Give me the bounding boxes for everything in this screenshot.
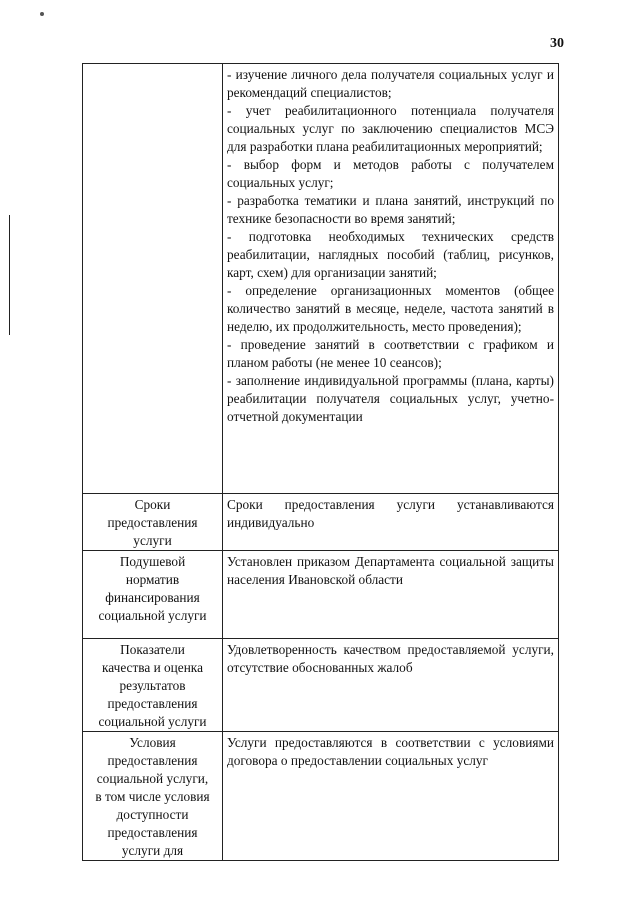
list-item: - определение организационных моментов (общее количество занятий в месяце, неделе, частота занятий в неделю, их продолжительность, место проведения);: [227, 283, 554, 334]
table-row: [83, 64, 559, 494]
table-row: [83, 551, 559, 639]
row-label-conditions: Условия предоставления социальной услуги, в том числе условия доступности предоставления услуги для: [83, 732, 223, 861]
table-row: [83, 732, 559, 861]
table-row: [83, 639, 559, 732]
row-value-quality-indicators: Удовлетворенность качеством предоставляемой услуги, отсутствие обоснованных жалоб: [223, 639, 559, 732]
row-label-quality-indicators: Показатели качества и оценка результатов предоставления социальной услуги: [83, 639, 223, 732]
row-label-terms: Сроки предоставления услуги: [83, 494, 223, 551]
list-item: - учет реабилитационного потенциала получателя социальных услуг по заключению специалистов МСЭ для разработки плана реабилитационных мероприятий;: [227, 103, 554, 154]
service-description-table: [82, 63, 559, 861]
list-item: - подготовка необходимых технических средств реабилитации, наглядных пособий (таблиц, рисунков, карт, схем) для организации занятий;: [227, 229, 554, 280]
row-value-terms: Сроки предоставления услуги устанавливаются индивидуально: [223, 494, 559, 551]
list-item: - проведение занятий в соответствии с графиком и планом работы (не менее 10 сеансов);: [227, 337, 554, 370]
list-item: - разработка тематики и плана занятий, инструкций по технике безопасности во время занятий;: [227, 193, 554, 226]
row-value-conditions: Услуги предоставляются в соответствии с условиями договора о предоставлении социальных услуг: [223, 732, 559, 861]
list-item: - заполнение индивидуальной программы (плана, карты) реабилитации получателя социальных услуг, учетно-отчетной документации: [227, 373, 554, 424]
row-label-funding-norm: Подушевой норматив финансирования социальной услуги: [83, 551, 223, 639]
scan-edge-line: [9, 215, 10, 335]
page-number: 30: [550, 36, 564, 51]
table-row: [83, 494, 559, 551]
list-item: - выбор форм и методов работы с получателем социальных услуг;: [227, 157, 554, 190]
scan-mark: [40, 12, 44, 16]
service-activities-cell: [223, 64, 559, 494]
list-item: - изучение личного дела получателя социальных услуг и рекомендаций специалистов;: [227, 67, 554, 100]
row-value-funding-norm: Установлен приказом Департамента социальной защиты населения Ивановской области: [223, 551, 559, 639]
row-label-empty: [83, 64, 223, 494]
